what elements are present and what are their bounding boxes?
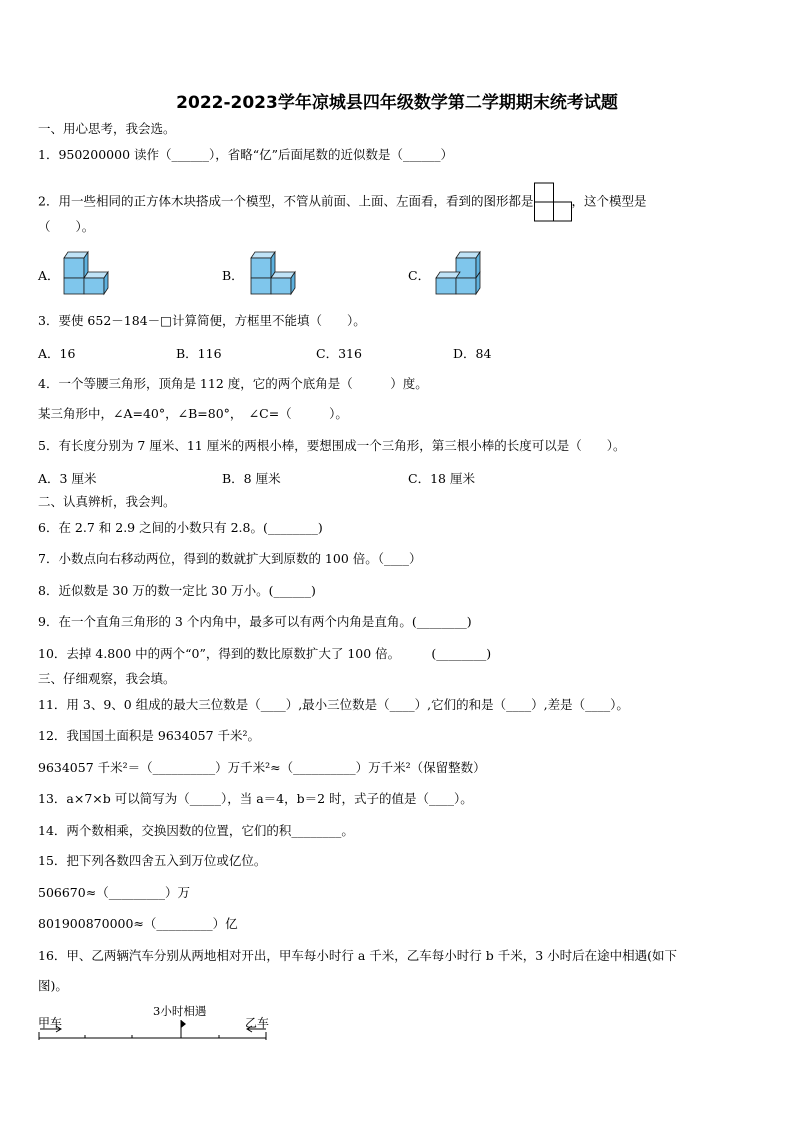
three-view-figure bbox=[534, 182, 572, 222]
question-2 bbox=[38, 182, 646, 222]
question-16b: 图)。 bbox=[38, 978, 68, 993]
question-16: 16．甲、乙两辆汽车分别从两地相对开出，甲车每小时行 a 千米，乙车每小时行 b 千米，3 小时后在途中相遇(如下 bbox=[38, 948, 678, 963]
q5-option-a: A．3 厘米 bbox=[38, 471, 97, 486]
question-8: 8．近似数是 30 万的数一定比 30 万小。(______) bbox=[38, 583, 316, 598]
question-5: 5．有长度分别为 7 厘米、11 厘米的两根小棒，要想围成一个三角形，第三根小棒的长度可以是（ ）。 bbox=[38, 438, 626, 453]
question-15: 15．把下列各数四舍五入到万位或亿位。 bbox=[38, 853, 267, 868]
question-12b: 9634057 千米²＝（__________）万千米²≈（__________）万千米²（保留整数） bbox=[38, 760, 486, 775]
q5-option-b: B．8 厘米 bbox=[222, 471, 281, 486]
section-1-heading: 一、用心思考，我会选。 bbox=[38, 121, 176, 136]
question-12: 12．我国国土面积是 9634057 千米²。 bbox=[38, 728, 261, 743]
q3-option-d: D．84 bbox=[453, 346, 492, 361]
question-9: 9．在一个直角三角形的 3 个内角中，最多可以有两个内角是直角。(________) bbox=[38, 614, 472, 629]
meeting-line-diagram bbox=[36, 1016, 272, 1046]
question-3: 3．要使 652－184－□计算简便，方框里不能填（ ）。 bbox=[38, 313, 366, 328]
q3-option-b: B．116 bbox=[176, 346, 222, 361]
question-2-answer: （ ）。 bbox=[38, 219, 95, 234]
question-15a: 506670≈（_________）万 bbox=[38, 885, 190, 900]
option-c-label: C． bbox=[408, 268, 431, 283]
q3-option-c: C．316 bbox=[316, 346, 362, 361]
section-3-heading: 三、仔细观察，我会填。 bbox=[38, 671, 176, 686]
q3-option-a: A．16 bbox=[38, 346, 76, 361]
question-13: 13．a×7×b 可以简写为（_____），当 a＝4，b＝2 时，式子的值是（____）。 bbox=[38, 791, 473, 806]
option-b-label: B． bbox=[222, 268, 244, 283]
section-2-heading: 二、认真辨析，我会判。 bbox=[38, 494, 176, 509]
question-4b: 某三角形中，∠A=40°，∠B=80°， ∠C=（ ）。 bbox=[38, 406, 348, 421]
question-1: 1．950200000 读作（______），省略“亿”后面尾数的近似数是（______） bbox=[38, 147, 454, 162]
question-2-text: 2．用一些相同的正方体木块搭成一个模型，不管从前面、上面、左面看，看到的图形都是 bbox=[38, 193, 534, 209]
question-14: 14．两个数相乘，交换因数的位置，它们的积________。 bbox=[38, 823, 354, 838]
option-a-label: A． bbox=[38, 268, 60, 283]
question-7: 7．小数点向右移动两位，得到的数就扩大到原数的 100 倍。（____） bbox=[38, 551, 422, 566]
question-4: 4．一个等腰三角形，顶角是 112 度，它的两个底角是（ ）度。 bbox=[38, 376, 428, 391]
car-a-label: 甲车 bbox=[38, 1016, 63, 1030]
question-2-text-end: ，这个模型是 bbox=[571, 193, 647, 209]
question-11: 11．用 3、9、0 组成的最大三位数是（____）,最小三位数是（____）,它们的和是（____）,差是（____）。 bbox=[38, 697, 629, 712]
meeting-label: 3小时相遇 bbox=[153, 1004, 207, 1018]
cube-model-c bbox=[430, 248, 490, 298]
question-6: 6．在 2.7 和 2.9 之间的小数只有 2.8。(________) bbox=[38, 520, 323, 535]
question-10: 10．去掉 4.800 中的两个“0”，得到的数比原数扩大了 100 倍。 (________) bbox=[38, 646, 492, 661]
q5-option-c: C．18 厘米 bbox=[408, 471, 475, 486]
car-b-label: 乙车 bbox=[245, 1016, 270, 1030]
cube-model-a bbox=[58, 248, 112, 298]
cube-model-b bbox=[245, 248, 299, 298]
question-15b: 801900870000≈（_________）亿 bbox=[38, 916, 238, 931]
page-title: 2022-2023学年凉城县四年级数学第二学期期末统考试题 bbox=[176, 93, 618, 113]
